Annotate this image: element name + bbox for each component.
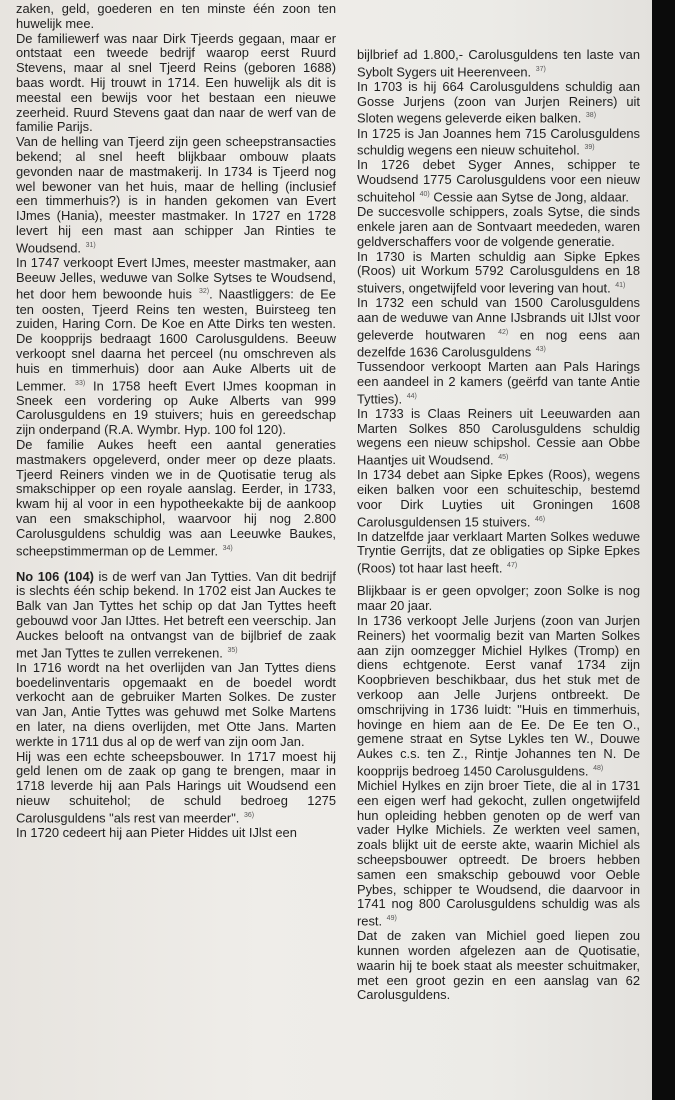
footnote-ref: 33) bbox=[75, 379, 86, 387]
footnote-ref: 32) bbox=[198, 288, 210, 296]
paragraph: In 1725 is Jan Joannes hem 715 Carolusguldens schuldig wegens een nieuw schuitehol. $^{39)}$ bbox=[357, 125, 640, 158]
footnote-ref: 35) bbox=[227, 646, 238, 654]
footnote-ref: 39) bbox=[584, 144, 595, 152]
werf-heading: No 106 (104) bbox=[16, 568, 94, 584]
footnote-ref: 42) bbox=[498, 328, 509, 336]
paragraph: De familiewerf was naar Dirk Tjeerds gegaan, maar er ontstaat een tweede bedrijf waarop eerst Ruurd Stevens, maar al snel Tjeerd Reins (geboren 1688) baas wordt. Hij trouwt in 1714. Een huwelijk als dit is meestal een bewijs voor het bestaan een nieuwe zeerheid. Ruurd Stevens gaat dan naar de werf van de familie Parijs. bbox=[16, 30, 336, 135]
paragraph: De familie Aukes heeft een aantal generaties mastmakers opgeleverd, onder meer op deze plaats. Tjeerd Reiners vinden we in de Quotisatie terug als smakschipper op een royale aanslag. Eerder, in 1733, kwam hij al voor in een hypotheekakte bij de aankoop van een smakschiphol, waarvoor hij nog 2.800 Carolusguldens schuldig was aan Leeuwke Baukes, scheepstimmerman op de Lemmer. $^{34)}$ bbox=[16, 437, 336, 558]
paragraph: Van de helling van Tjeerd zijn geen scheepstransacties bekend; al snel heeft blijkbaar ombouw plaats gevonden naar de mastmakerij. In 1734 is Tjeerd nog wel bewoner van het huis, maar de helling (inclusief een timmerhuis?) is in handen gekomen van Evert IJmes (Hania), meester mastmaker. In 1727 en 1728 levert hij een mast aan schipper Jan Rinties te Woudsend. $^{31)}$ bbox=[16, 134, 336, 256]
paragraph: zaken, geld, goederen en ten minste één zoon ten huwelijk mee. bbox=[16, 1, 336, 31]
paragraph: No 106 (104) is de werf van Jan Tytties. Van dit bedrijf is slechts één schip bekend. In 1702 eist Jan Auckes te Balk van Jan Tyttes het schip op dat Jan Tyttes heeft gebouwd voor Jan IJttes. Het betreft een veerschip. Jan Auckes belooft na ontvangst van de bijlbrief de zaak met Jan Tyttes te zullen verrekenen. $^{35)}$ bbox=[16, 568, 336, 660]
paragraph: In 1730 is Marten schuldig aan Sipke Epkes (Roos) uit Workum 5792 Carolusguldens en 18 stuivers, ongetwijfeld voor levering van hout. $^{41)}$ bbox=[357, 248, 640, 296]
footnote-ref: 31) bbox=[85, 241, 96, 249]
paragraph: In 1726 debet Syger Annes, schipper te Woudsend 1775 Carolusguldens voor een nieuw schuitehol $^{40)}$ Cessie aan Sytse de Jong, aldaar. bbox=[357, 157, 640, 205]
paragraph: Hij was een echte scheepsbouwer. In 1717 moest hij geld lenen om de zaak op gang te brengen, maar in 1718 leverde hij aan Pals Harings uit Woudsend een nieuw schuitehol; de schuld bedroeg 1275 Carolusguldens "als rest van meerder". $^{36)}$ bbox=[16, 748, 336, 826]
paragraph: Tussendoor verkoopt Marten aan Pals Harings een aandeel in 2 kamers (geërfd van tante Antie Tytties). $^{44)}$ bbox=[357, 359, 640, 406]
paragraph: In 1716 wordt na het overlijden van Jan Tyttes diens boedelinventaris opgemaakt en de boedel wordt verkocht aan de gebruiker Marten Solkes. De zuster van Jan, Antie Tyttes was gehuwd met Solke Martens en later, na diens overlijden, met Otte Jans. Marten werkte in 1711 dus al op de werf van zijn oom Jan. bbox=[16, 659, 336, 749]
footnote-ref: 34) bbox=[222, 544, 233, 552]
paragraph: In 1733 is Claas Reiners uit Leeuwarden aan Marten Solkes 850 Carolusguldens schuldig wegens een nieuw schipshol. Cessie aan Obbe Haantjes uit Woudsend. $^{45)}$ bbox=[357, 405, 640, 468]
paragraph: Blijkbaar is er geen opvolger; zoon Solke is nog maar 20 jaar. bbox=[357, 583, 640, 614]
footnote-ref: 37) bbox=[535, 65, 546, 73]
footnote-ref: 36) bbox=[243, 811, 255, 819]
footnote-ref: 47) bbox=[507, 562, 518, 570]
footnote-ref: 45) bbox=[498, 454, 509, 462]
footnote-ref: 38) bbox=[585, 112, 597, 120]
footnote-ref: 43) bbox=[535, 345, 546, 353]
paragraph: bijlbrief ad 1.800,- Carolusguldens ten laste van Sybolt Sygers uit Heerenveen. $^{37)}$ bbox=[357, 47, 640, 80]
left-column bbox=[16, 2, 336, 841]
paragraph: De succesvolle schippers, zoals Sytse, die sinds enkele jaren aan de Sontvaart meededen, waren geldverschaffers voor de volgende generatie. bbox=[357, 204, 640, 249]
footnote-ref: 46) bbox=[535, 515, 546, 523]
paragraph: Dat de zaken van Michiel goed liepen zou kunnen worden afgelezen aan de Quotisatie, waarin hij te boek staat als meester schuitmaker, met een groot gezin en een aanslag van 62 Carolusguldens. bbox=[357, 928, 640, 1003]
paragraph: Michiel Hylkes en zijn broer Tiete, die al in 1731 een eigen werf had gekocht, zullen ongetwijfeld hun opleiding hebben genoten op de werf van vader Hylke Michiels. Ze werkten veel samen, zoals blijkt uit de eerste akte, waarin Michiel als scheepsbouwer optreedt. De broers hebben samen een smakschip gebouwd voor Oeble Pybes, schipper te Woudsend, die daarvoor in 1741 nog 800 Carolusguldens schuldig was als rest. $^{49)}$ bbox=[357, 778, 640, 929]
paragraph: In 1703 is hij 664 Carolusguldens schuldig aan Gosse Jurjens (zoon van Jurjen Reiners) uit Sloten wegens geleverde eiken balken. $^{38)}$ bbox=[357, 78, 640, 126]
paragraph: In datzelfde jaar verklaart Marten Solkes weduwe Tryntie Gerrijts, dat ze obligaties op Sipke Epkes (Roos) tot haar last heeft. $^{47)}$ bbox=[357, 528, 640, 576]
footnote-ref: 49) bbox=[386, 915, 397, 923]
book-spine-shadow bbox=[652, 0, 675, 1100]
paragraph: In 1736 verkoopt Jelle Jurjens (zoon van Jurjen Reiners) het voormalig bezit van Marten Solkes aan zijn oomzegger Michiel Hylkes (Tromp) en diens echtgenote. Eerst vanaf 1734 zijn Koopbrieven beschikbaar, dus het stuk met de verkoop aan Jelle Jurjens ontbreekt. De omschrijving in 1736 luidt: "Huis en timmerhuis, hovinge en hiem aan de Ee. De Ee ten O., gemene straat en Sytse Lykles ten W., Douwe Aukes c.s. ten Z., Rintje Johannes ten N. De koopprijs bedroeg 1450 Carolusguldens. $^{48)}$ bbox=[357, 612, 640, 779]
paragraph: In 1720 cedeert hij aan Pieter Hiddes uit IJlst een bbox=[16, 824, 297, 840]
paragraph: In 1732 een schuld van 1500 Carolusguldens aan de weduwe van Anne IJsbrands uit IJlst voor geleverde houtwaren $^{42)}$ en nog eens aan dezelfde 1636 Carolusguldens $^{43)}$ bbox=[357, 295, 640, 360]
footnote-ref: 41) bbox=[615, 282, 626, 290]
paragraph: In 1747 verkoopt Evert IJmes, meester mastmaker, aan Beeuw Jelles, weduwe van Solke Sytses te Woudsend, het door hem bewoonde huis $^{32)}$. Naastliggers: de Ee ten oosten, Tjeerd Reins ten westen, Buirsteeg ten zuiden, Haring Corn. De Koe en Atte Dirks ten westen. De koopprijs bedraagt 1600 Carolusguldens. Beeuw verkoopt snel daarna het perceel (nu omschreven als huis en timmerhuis) door aan Auke Alberts uit de Lemmer. $^{33)}$ In 1758 heeft Evert IJmes koopman in Sneek een vordering op Auke Alberts van 999 Carolusguldens en 19 stuivers; huis en gereedschap zijn onderpand (R.A. Wymbr. Hyp. 100 fol 120). bbox=[16, 254, 336, 438]
footnote-ref: 40) bbox=[419, 191, 430, 199]
paragraph: In 1734 debet aan Sipke Epkes (Roos), wegens eiken balken voor een schuiteschip, bestemd voor Dirk Luyties uit Groningen 1608 Carolusguldensen 15 stuivers. $^{46)}$ bbox=[357, 467, 640, 529]
footnote-ref: 44) bbox=[406, 392, 417, 400]
footnote-ref: 48) bbox=[593, 764, 604, 772]
right-column bbox=[357, 48, 640, 1003]
